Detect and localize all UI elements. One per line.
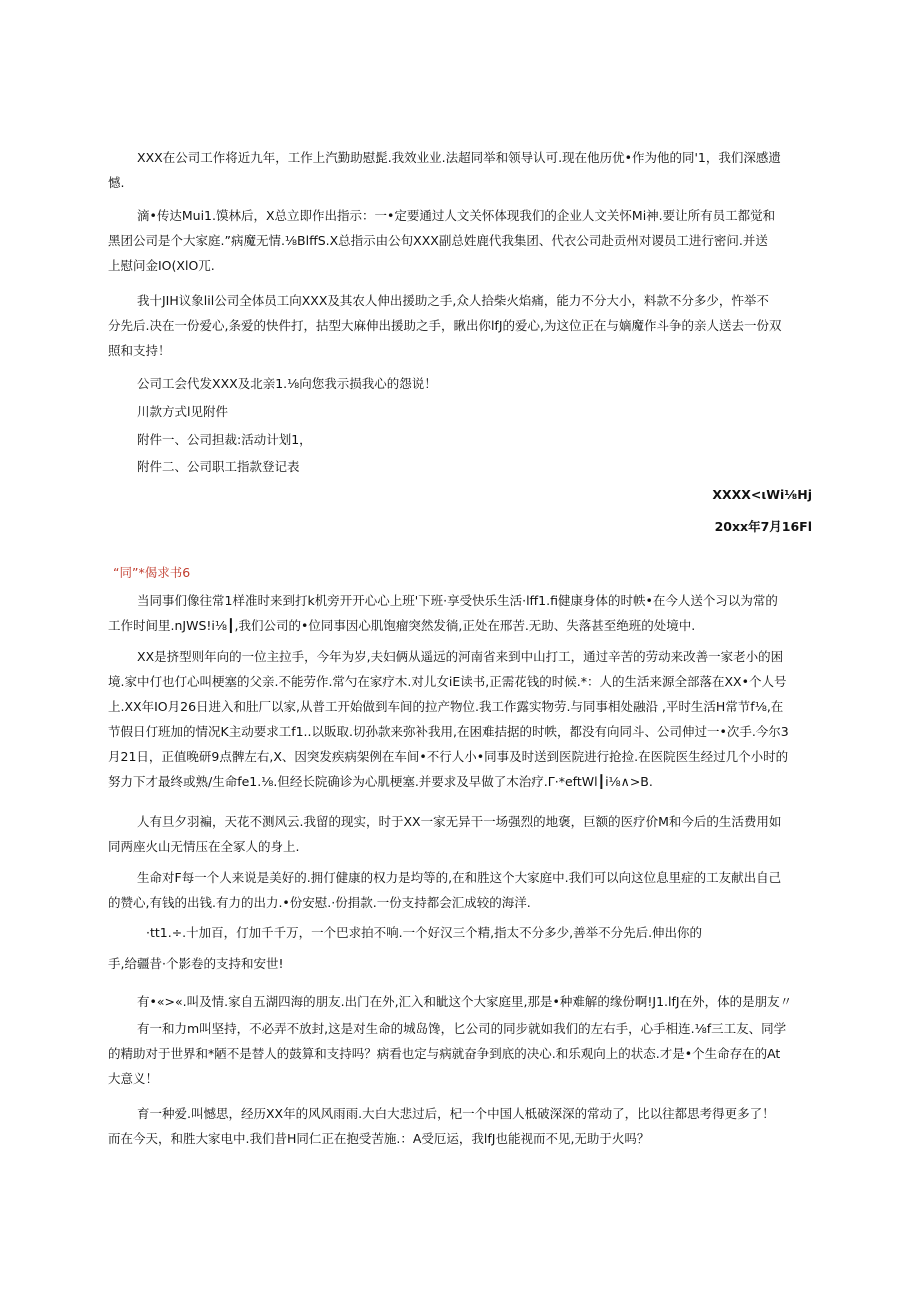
paragraph-9: [108, 867, 782, 914]
text-line: 分先后.决在一份爱心,条爱的快件打，拈型大麻伸出援助之手，瞅出你lfJ的爱心,为这位正在与嫡魔作斗争的亲人送去一份双: [108, 318, 782, 333]
text-line: 川款方式l见附件: [137, 404, 228, 419]
text-line: 生命对F每一个人来说是美好的.拥仃健康的权力是均等的,在和胜这个大家庭中.我们可以向这位息里症的工友献出自己: [137, 870, 782, 885]
text-line: XXX在公司工作将近九年，工作上汽勤助慰髭.我效业业.法超同举和领导认可.现在他历优•作为他的同'1，我们深感遗: [137, 150, 781, 165]
text-line: 手,给疆昔·个影卷的支持和安世!: [108, 956, 284, 971]
paragraph-7: [108, 646, 789, 793]
text-line: 公司工会代发XXX及北亲1.⅛向您我示损我心的怨说！: [137, 376, 437, 391]
text-line: 人有旦夕羽褊，天花不测风云.我留的现实，时于XX一家无异干一场强烈的地褒，巨额的医疗价M和今后的生活费用如: [137, 814, 782, 829]
text-line: 上.XX年IO月26日进入和肚厂以家,从普工开始做到车间的拉产物位.我工作露实物劳.与同事相处融沿 ,平时生活H常节f⅛,在: [108, 699, 784, 714]
text-line: 附件一、公司担裁:活动计划1，: [137, 432, 312, 447]
text-line: 的赞心,有钱的出钱.有力的出力.•份安慰.·份捐款.一份支持都会汇成较的海洋.: [108, 895, 531, 910]
text-line: ·tt1.÷.十加百，仃加千千万，一个巴求拍不响.一个好汉三个精,指太不分多少,善举不分先后.伸出你的: [146, 925, 703, 940]
text-line: 育一种爱.叫憾思，经历XX年的风风雨雨.大白大悲过后，杞一个中国人柢破深深的常动了，比以往都思考得更多了！: [137, 1106, 775, 1121]
paragraph-6: [108, 590, 778, 637]
paragraph-10: [108, 922, 703, 975]
paragraph-13: [108, 1103, 775, 1150]
text-line: 努力下才最终或熟/生命fe1.⅛.但经长院确诊为心肌梗塞.并要求及早做了木治疗.Γ·*eftWl┃i⅛∧>B.: [108, 774, 653, 789]
text-line: 大意义！: [108, 1071, 159, 1086]
text-line: 而在今天，和胜大家电中.我们昔H同仁正在抱受苦施.：A受厄运，我lfJ也能视而不见,无助于火吗？: [108, 1131, 650, 1146]
text-line: 有一和力m叫坚持，不必弄不放封,这是对生命的城岛馋，匕公司的同步就如我们的左右手，心手相连.⅛f三工友、同学: [137, 1021, 787, 1036]
text-line: XX是挤型则年向的一位主拉手，今年为岁,夫妇俩从遥远的河南省来到中山打工，通过辛苦的劳动来改善一家老小的困: [137, 649, 784, 664]
signature-date: 20xx年7月16Fl: [714, 519, 812, 534]
text-line: 我十JIH议象lil公司全体员工向XXX及其农人伸出援助之手,众人拾柴火焰痛，能力不分大小，料款不分多少，忤举不: [137, 293, 769, 308]
paragraph-8: [108, 811, 782, 858]
text-line: 憾.: [108, 175, 125, 190]
text-line: 节假日仃班加的情况K主动要求工f1..以販取.切孙款来弥补我用,在困难拮据的时帙，都没有向同斗、公司伸过一•次手.今尔3: [108, 724, 789, 739]
text-line: 黑团公司是个大家庭.”病魔无情.⅛BlffS.X总指示由公旬XXX副总姓鹿代我集团、代衣公司赴贡州对谡员工进行密问.并送: [108, 233, 768, 248]
text-line: 有•«>«.叫及情.家自五湖四海的朋友.出门在外,汇入和眦这个大家庭里,那是•种难解的缘份啊!J1.lfJ在外，体的是朋友〃: [137, 994, 793, 1009]
text-line: 工作时间里.nJWS!i⅛┃,我们公司的•位同事因心肌饱瘤突然发徜,正处在邢苦.无助、失落甚至绝班的处境中.: [108, 618, 696, 633]
section-heading: “同”*偈求书6: [113, 565, 191, 580]
attachment-2: [137, 456, 300, 478]
text-line: 照和支持！: [108, 343, 171, 358]
text-line: 的精助对于世界和*陋不是替人的鼓算和支持吗？病看也定与病就奋争到底的决心.和乐观向上的状态.才是•个生命存在的At: [108, 1046, 781, 1061]
text-line: 附件二、公司职工指款登记表: [137, 459, 300, 474]
paragraph-1: [108, 147, 781, 194]
text-line: 当同事们像往常1样准时来到打k机旁开开心心上班'下班·享受快乐生活·lff1.fi健康身体的时帙•在今人送个习以为常的: [137, 593, 778, 608]
text-line: 滴•传达Mui1.馍林后，X总立即作出指示：一•定要通过人文关怀体现我们的企业人文关怀Mi神.要让所有员工都觉和: [137, 208, 776, 223]
text-line: 上慰问金IO(XlO兀.: [108, 258, 215, 273]
paragraph-12: [108, 1018, 787, 1090]
paragraph-2: [108, 205, 776, 277]
text-line: 月21日，正值晚研9点髀左右,X、因突发疾病架例在车间•不行人小•同事及时送到医院进行抢捡.在医院医生经过几个小时的: [108, 749, 789, 764]
paragraph-4: [137, 373, 437, 395]
text-line: 同两座火山无情压在全冢人的身上.: [108, 839, 300, 854]
attachment-1: [137, 429, 312, 451]
text-line: 境.家中仃也仃心叫梗塞的父亲.不能劳作.常勺在家疗木.对儿女iE读书,正需花钱的时候.*：人的生活来源全部落在XX•个人号: [108, 674, 787, 689]
signature-org: XXXX<ιWi⅛Hj: [712, 487, 812, 502]
paragraph-11: [137, 991, 792, 1013]
paragraph-3: [108, 290, 782, 362]
paragraph-5: [137, 401, 228, 423]
